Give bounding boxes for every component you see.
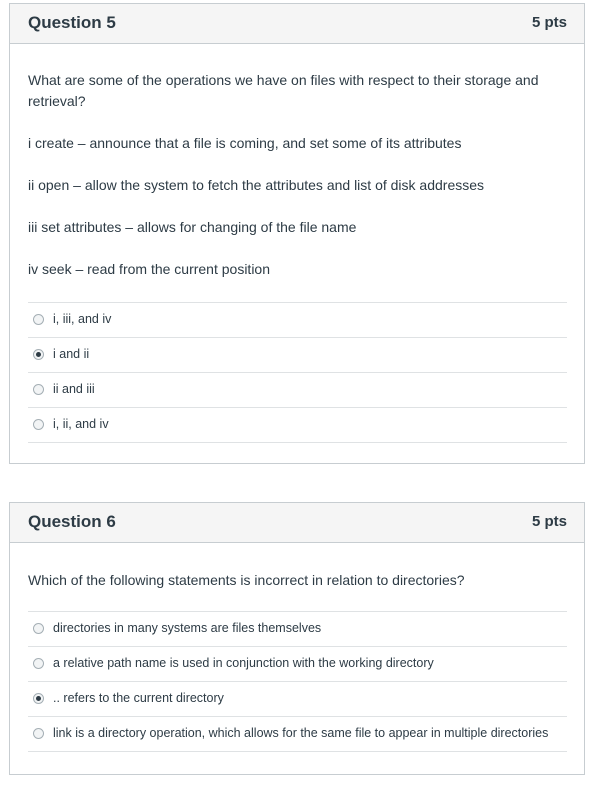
radio-button[interactable]: [33, 349, 44, 360]
answer-label: i and ii: [53, 347, 90, 361]
answer-option[interactable]: [28, 682, 567, 717]
answer-option[interactable]: [28, 303, 567, 338]
answer-label: directories in many systems are files themselves: [53, 621, 322, 635]
answer-label: ii and iii: [53, 382, 95, 396]
answer-option[interactable]: [28, 647, 567, 682]
answer-label: i, ii, and iv: [53, 417, 109, 431]
answer-list: [28, 611, 567, 752]
statement-iv: [28, 259, 567, 280]
answer-list: [28, 302, 567, 443]
statement-text: iii set attributes – allows for changing of the file name: [28, 219, 357, 235]
statement-text: i create – announce that a file is coming, and set some of its attributes: [28, 135, 462, 151]
question-5-card: [9, 3, 585, 464]
radio-button[interactable]: [33, 728, 44, 739]
radio-button[interactable]: [33, 419, 44, 430]
radio-button[interactable]: [33, 658, 44, 669]
statement-iii: [28, 217, 567, 238]
answer-option[interactable]: [28, 373, 567, 408]
answer-option[interactable]: [28, 612, 567, 647]
radio-button[interactable]: [33, 623, 44, 634]
question-title: Question 6: [28, 512, 116, 531]
question-prompt: What are some of the operations we have on files with respect to their storage and retrieval?: [28, 72, 539, 109]
question-prompt: Which of the following statements is incorrect in relation to directories?: [28, 572, 465, 588]
question-header: [10, 503, 584, 543]
radio-button[interactable]: [33, 693, 44, 704]
answer-label: a relative path name is used in conjunction with the working directory: [53, 656, 434, 670]
question-header: [10, 4, 584, 44]
statement-text: iv seek – read from the current position: [28, 261, 271, 277]
question-title: Question 5: [28, 13, 116, 32]
radio-button[interactable]: [33, 384, 44, 395]
question-6-card: [9, 502, 585, 775]
question-text: [28, 570, 567, 591]
statement-ii: [28, 175, 567, 196]
answer-label: link is a directory operation, which allows for the same file to appear in multiple directories: [53, 726, 549, 740]
answer-label: .. refers to the current directory: [53, 691, 224, 705]
answer-option[interactable]: [28, 717, 567, 752]
answer-option[interactable]: [28, 408, 567, 443]
answer-label: i, iii, and iv: [53, 312, 112, 326]
question-points: 5 pts: [531, 513, 567, 530]
radio-button[interactable]: [33, 314, 44, 325]
statement-i: [28, 133, 567, 154]
question-text: [28, 70, 567, 112]
question-points: 5 pts: [531, 14, 567, 31]
answer-option[interactable]: [28, 338, 567, 373]
statement-text: ii open – allow the system to fetch the attributes and list of disk addresses: [28, 177, 485, 193]
